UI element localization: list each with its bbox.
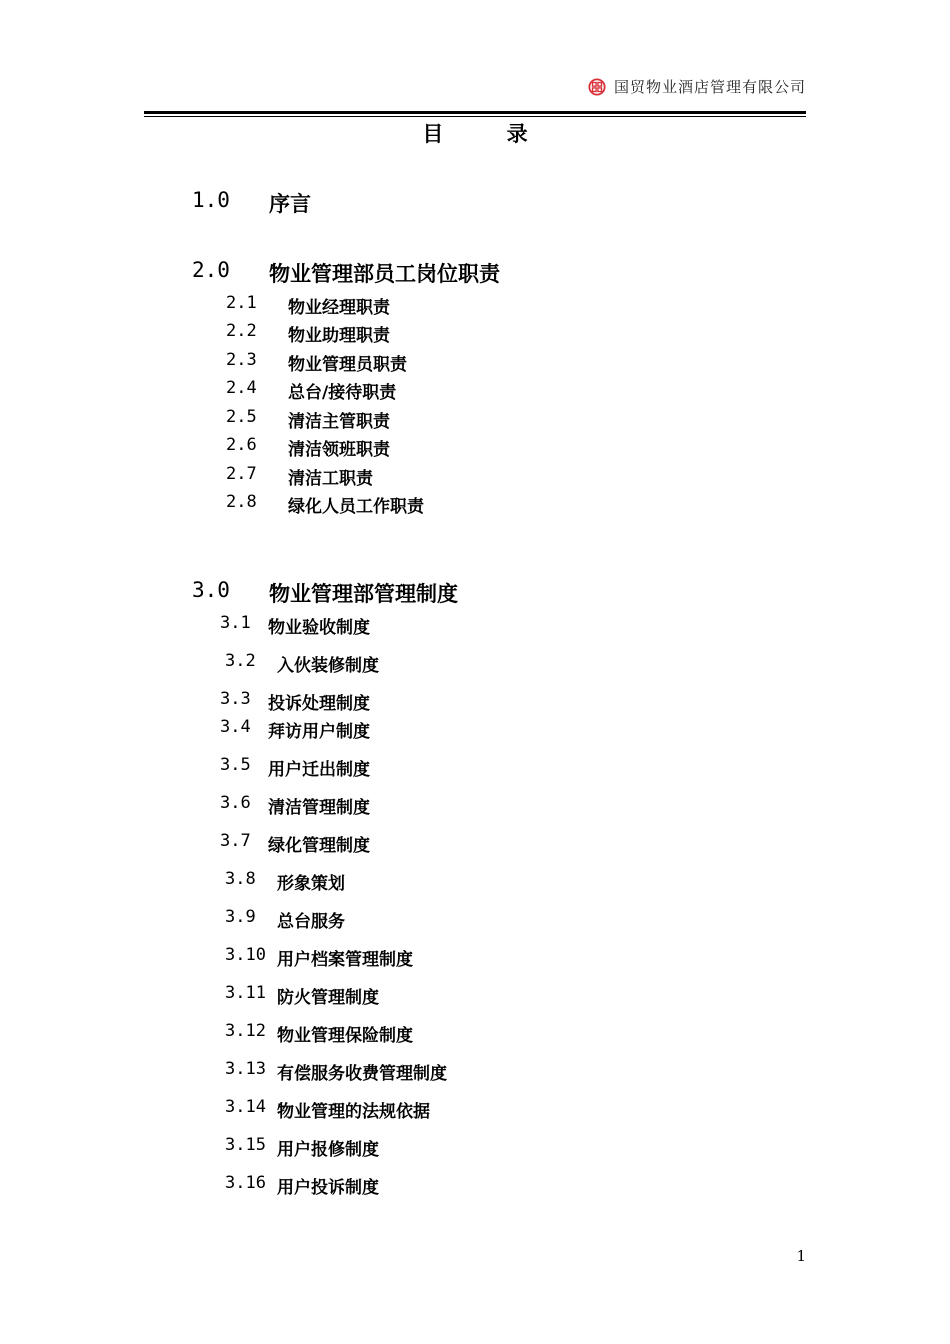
toc-item-3-9[interactable] [225,907,345,932]
item-number: 2.8 [226,492,257,512]
item-title: 拜访用户制度 [268,722,370,742]
item-number: 3.10 [225,945,266,965]
item-number: 3.5 [220,755,251,775]
item-title: 总台/接待职责 [288,383,397,403]
header-rule-thick [144,111,806,114]
item-number: 2.7 [226,464,257,484]
item-title: 清洁领班职责 [288,440,390,460]
toc-item-3-14[interactable] [225,1097,430,1122]
toc-item-2-2[interactable] [226,321,390,346]
header-rule-thin [144,116,806,117]
toc-item-3-16[interactable] [225,1173,379,1198]
toc-item-3-3[interactable] [220,689,370,714]
item-title: 有偿服务收费管理制度 [277,1064,447,1084]
company-logo-icon [588,78,606,96]
item-number: 3.15 [225,1135,266,1155]
toc-item-3-5[interactable] [220,755,370,780]
item-title: 绿化管理制度 [268,836,370,856]
item-title: 物业助理职责 [288,326,390,346]
item-number: 3.6 [220,793,251,813]
toc-section-2[interactable] [192,258,500,288]
toc-item-2-1[interactable] [226,293,390,318]
item-title: 清洁管理制度 [268,798,370,818]
toc-item-2-8[interactable] [226,492,424,517]
toc-item-2-3[interactable] [226,350,407,375]
item-number: 3.11 [225,983,266,1003]
item-number: 3.16 [225,1173,266,1193]
toc-section-3[interactable] [192,578,458,608]
toc-item-3-2[interactable] [225,651,379,676]
item-title: 清洁工职责 [288,469,373,489]
toc-item-2-6[interactable] [226,435,390,460]
item-number: 2.5 [226,407,257,427]
item-number: 2.4 [226,378,257,398]
item-title: 物业管理员职责 [288,355,407,375]
section-number: 3.0 [192,578,230,602]
item-number: 3.7 [220,831,251,851]
toc-item-3-12[interactable] [225,1021,413,1046]
item-title: 用户投诉制度 [277,1178,379,1198]
toc-item-3-1[interactable] [220,613,370,638]
item-title: 物业经理职责 [288,298,390,318]
item-title: 入伙装修制度 [277,656,379,676]
toc-item-2-5[interactable] [226,407,390,432]
item-number: 3.2 [225,651,256,671]
item-number: 3.13 [225,1059,266,1079]
item-number: 3.3 [220,689,251,709]
item-number: 3.1 [220,613,251,633]
section-title: 序言 [269,191,311,216]
item-number: 3.9 [225,907,256,927]
company-name: 国贸物业酒店管理有限公司 [613,78,806,96]
item-title: 总台服务 [277,912,345,932]
item-number: 2.3 [226,350,257,370]
toc-item-3-8[interactable] [225,869,345,894]
item-title: 物业管理保险制度 [277,1026,413,1046]
section-title: 物业管理部管理制度 [269,581,458,606]
page-number: 1 [796,1247,806,1265]
toc-item-3-13[interactable] [225,1059,447,1084]
toc-item-3-7[interactable] [220,831,370,856]
item-title: 形象策划 [277,874,345,894]
section-number: 2.0 [192,258,230,282]
item-title: 防火管理制度 [277,988,379,1008]
section-number: 1.0 [192,188,230,212]
item-title: 物业验收制度 [268,618,370,638]
toc-item-3-4[interactable] [220,717,370,742]
toc-item-3-10[interactable] [225,945,413,970]
item-title: 用户迁出制度 [268,760,370,780]
toc-item-2-7[interactable] [226,464,373,489]
section-title: 物业管理部员工岗位职责 [269,261,500,286]
toc-item-3-15[interactable] [225,1135,379,1160]
item-number: 2.1 [226,293,257,313]
item-number: 3.14 [225,1097,266,1117]
item-number: 3.12 [225,1021,266,1041]
item-title: 清洁主管职责 [288,412,390,432]
item-number: 3.4 [220,717,251,737]
item-number: 3.8 [225,869,256,889]
toc-section-1[interactable] [192,188,311,218]
header-brand [588,76,806,97]
page-title: 目 录 [422,121,556,146]
toc-item-2-4[interactable] [226,378,396,403]
item-number: 2.2 [226,321,257,341]
item-title: 用户报修制度 [277,1140,379,1160]
item-title: 绿化人员工作职责 [288,497,424,517]
item-title: 投诉处理制度 [268,694,370,714]
item-title: 用户档案管理制度 [277,950,413,970]
item-number: 2.6 [226,435,257,455]
toc-item-3-6[interactable] [220,793,370,818]
toc-item-3-11[interactable] [225,983,379,1008]
item-title: 物业管理的法规依据 [277,1102,430,1122]
